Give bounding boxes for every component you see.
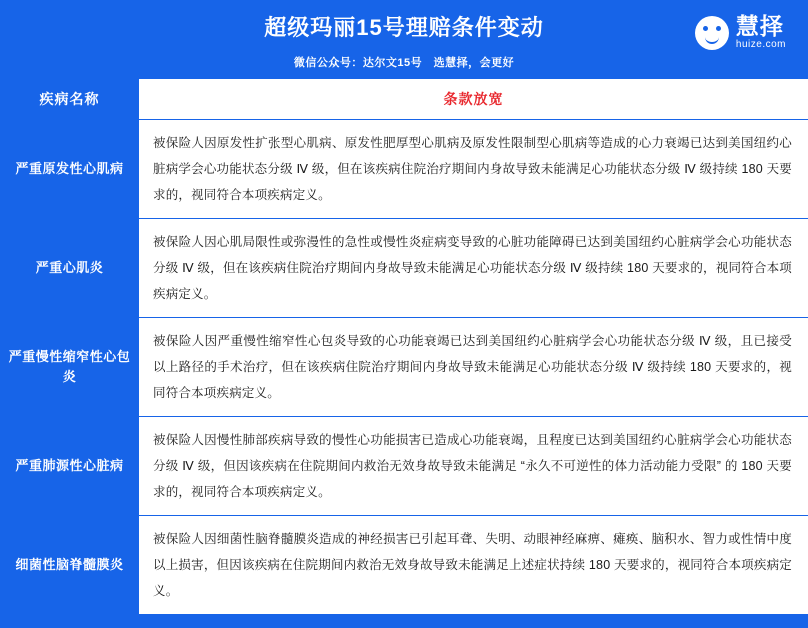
brand-logo	[695, 14, 786, 52]
page-subtitle: 微信公众号：达尔文15号 选慧择，会更好	[293, 57, 515, 69]
table-row	[1, 120, 808, 219]
disease-description-cell: 被保险人因细菌性脑脊髓膜炎造成的神经损害已引起耳聋、失明、动眼神经麻痹、瘫痪、脑积水、智力或性情中度以上损害，但因该疾病在住院期间内救治无效身故导致未能满足上述症状持续 180 天要求的，视同符合本项疾病定义。	[139, 516, 808, 615]
disease-name-cell: 严重慢性缩窄性心包炎	[1, 318, 139, 417]
table-body	[1, 120, 808, 615]
table-row	[1, 318, 808, 417]
column-header-relaxed-terms: 条款放宽	[139, 79, 808, 120]
brand-domain: huize.com	[735, 39, 786, 50]
brand-name: 慧择	[735, 13, 784, 39]
disease-name-cell: 细菌性脑脊髓膜炎	[1, 516, 139, 615]
disease-name-cell: 严重心肌炎	[1, 219, 139, 318]
brand-logo-text	[736, 14, 786, 52]
table-row	[1, 219, 808, 318]
disease-description-cell: 被保险人因严重慢性缩窄性心包炎导致的心功能衰竭已达到美国纽约心脏病学会心功能状态分级 Ⅳ 级，且已接受以上路径的手术治疗，但在该疾病住院治疗期间内身故导致未能满足心功能状态分级 Ⅳ 级持续 180 天要求的，视同符合本项疾病定义。	[139, 318, 808, 417]
table-header	[1, 79, 808, 120]
disease-description-cell: 被保险人因慢性肺部疾病导致的慢性心功能损害已造成心功能衰竭，且程度已达到美国纽约心脏病学会心功能状态分级 Ⅳ 级，但因该疾病在住院期间内救治无效身故导致未能满足 “永久不可逆性的体力活动能力受限” 的 180 天要求的，视同符合本项疾病定义。	[139, 417, 808, 516]
table-row	[1, 417, 808, 516]
claim-conditions-table	[0, 78, 808, 615]
disease-description-cell: 被保险人因原发性扩张型心肌病、原发性肥厚型心肌病及原发性限制型心肌病等造成的心力衰竭已达到美国纽约心脏病学会心功能状态分级 Ⅳ 级，但在该疾病住院治疗期间内身故导致未能满足心功能状态分级 Ⅳ 级持续 180 天要求的，视同符合本项疾病定义。	[139, 120, 808, 219]
column-header-disease-name: 疾病名称	[1, 79, 139, 120]
page-title: 超级玛丽15号理赔条件变动	[264, 15, 544, 40]
table-header-row	[1, 79, 808, 120]
page-header	[0, 0, 808, 78]
disease-name-cell: 严重原发性心肌病	[1, 120, 139, 219]
disease-description-cell: 被保险人因心肌局限性或弥漫性的急性或慢性炎症病变导致的心脏功能障碍已达到美国纽约心脏病学会心功能状态分级 Ⅳ 级，但在该疾病住院治疗期间内身故导致未能满足心功能状态分级 Ⅳ 级持续 180 天要求的，视同符合本项疾病定义。	[139, 219, 808, 318]
disease-name-cell: 严重肺源性心脏病	[1, 417, 139, 516]
smiley-face-logo-icon	[695, 16, 729, 50]
smile-arc-icon	[705, 35, 719, 44]
table-row	[1, 516, 808, 615]
